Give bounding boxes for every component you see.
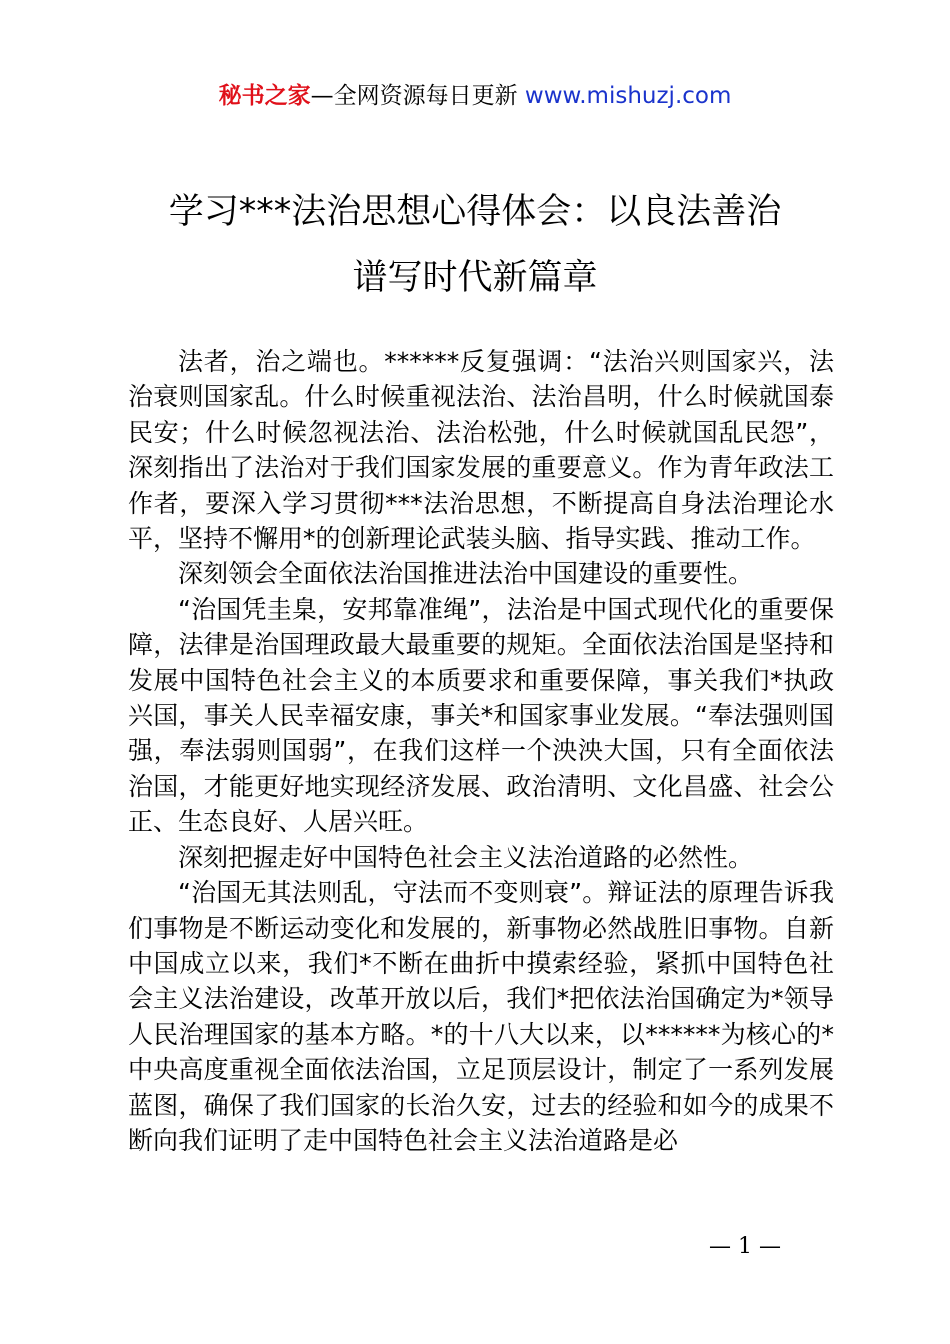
site-banner [0,80,950,112]
document-title-line-1: 学习***法治思想心得体会：以良法善治 [168,192,782,232]
section-heading: 深刻把握走好中国特色社会主义法治道路的必然性。 [178,842,754,872]
document-title-line-2: 谱写时代新篇章 [352,258,598,298]
body-paragraph: “治国无其法则乱，守法而不变则衰”。辩证法的原理告诉我们事物是不断运动变化和发展的，新事物必然战胜旧事物。自新中国成立以来，我们*不断在曲折中摸索经验，紧抓中国特色社会主义法治建设，改革开放以后，我们*把依法治国确定为*领导人民治理国家的基本方略。*的十八大以来，以******为核心的*中央高度重视全面依法治国，立足顶层设计，制定了一系列发展蓝图，确保了我们国家的长治久安，过去的经验和如今的成果不断向我们证明了走中国特色社会主义法治道路是必 [128,878,834,1155]
document-body [128,344,834,1158]
body-paragraph: “治国凭圭臬，安邦靠准绳”，法治是中国式现代化的重要保障，法律是治国理政最大最重要的规矩。全面依法治国是坚持和发展中国特色社会主义的本质要求和重要保障，事关我们*执政兴国，事关人民幸福安康，事关*和国家事业发展。“奉法强则国强，奉法弱则国弱”，在我们这样一个泱泱大国，只有全面依法治国，才能更好地实现经济发展、政治清明、文化昌盛、社会公正、生态良好、人居兴旺。 [128,594,834,837]
site-brand-name: 秘书之家 [218,83,311,109]
body-paragraph: 法者，治之端也。******反复强调：“法治兴则国家兴，法治衰则国家乱。什么时候重视法治、法治昌明，什么时候就国泰民安；什么时候忽视法治、法治松弛，什么时候就国乱民怨”，深刻指出了法治对于我们国家发展的重要意义。作为青年政法工作者，要深入学习贯彻***法治思想，不断提高自身法治理论水平，坚持不懈用*的创新理论武装头脑、指导实践、推动工作。 [128,347,834,554]
site-url-link[interactable]: www.mishuzj.com [524,83,732,109]
page-number: — 1 — [709,1234,781,1259]
section-heading: 深刻领会全面依法治国推进法治中国建设的重要性。 [178,559,754,589]
site-slogan: —全网资源每日更新 [310,83,518,109]
